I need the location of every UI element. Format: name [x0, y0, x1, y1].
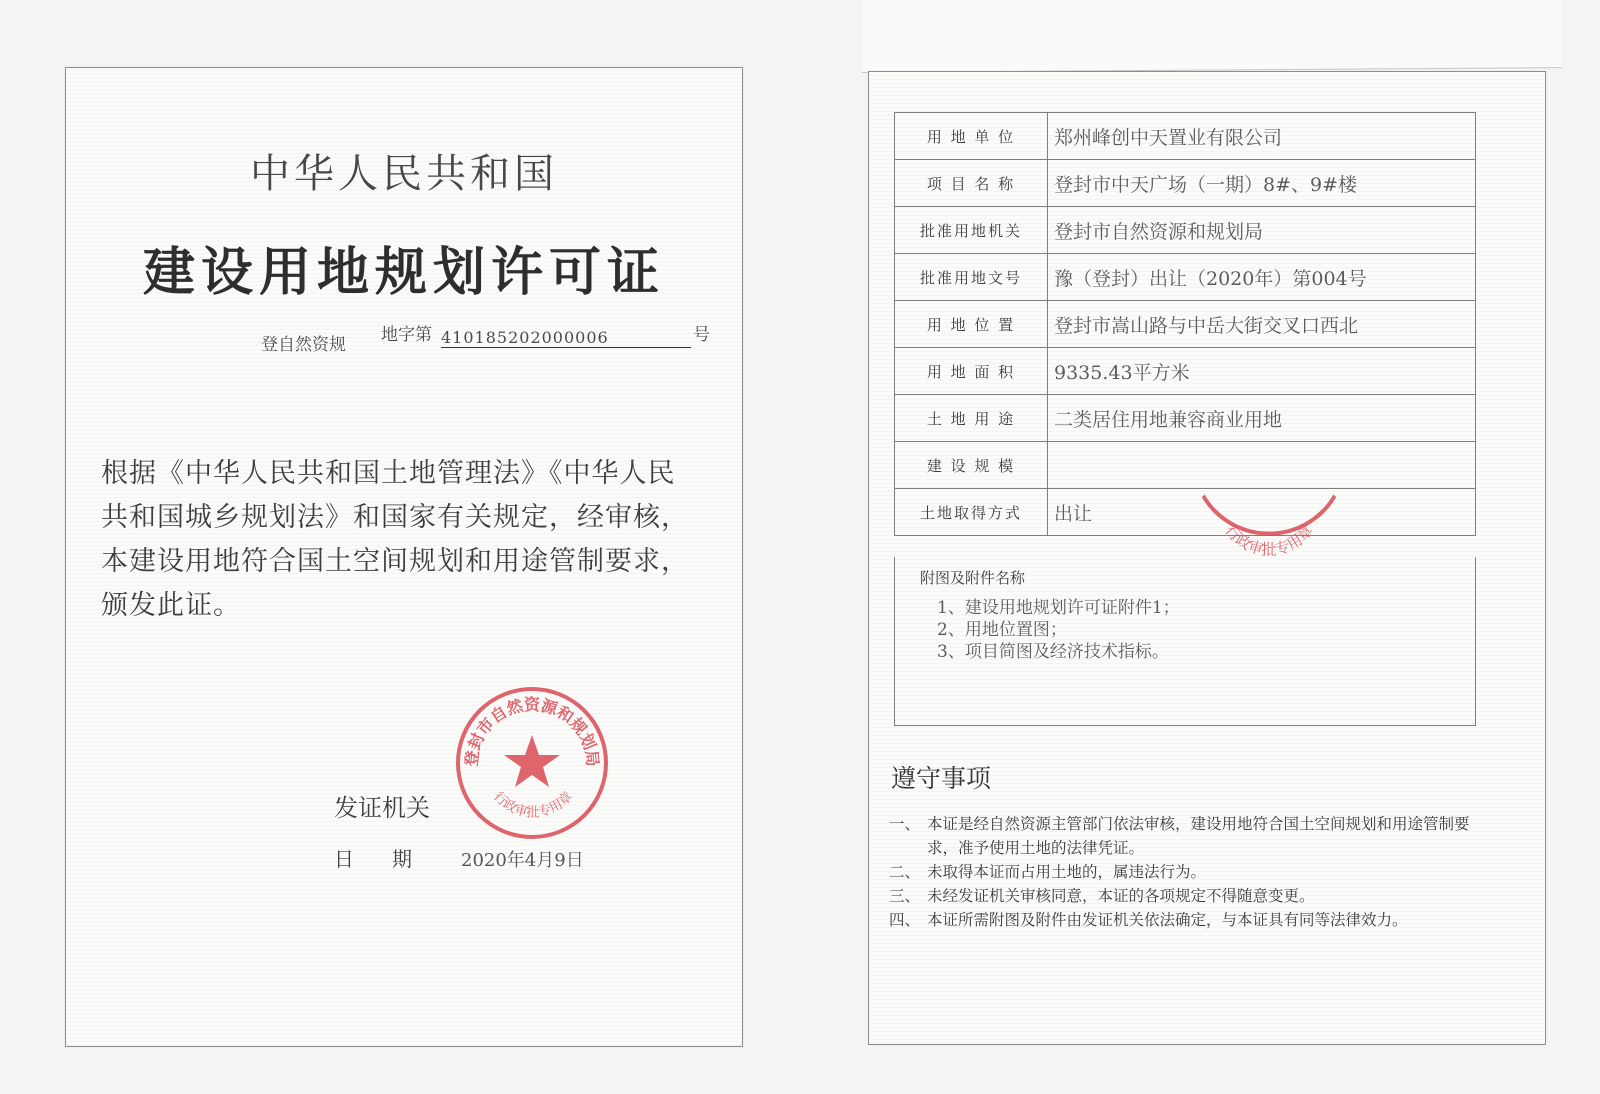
info-row-value: 9335.43平方米: [1048, 348, 1476, 395]
info-row-label: 用 地 位 置: [895, 301, 1048, 348]
info-row: [895, 160, 1476, 207]
partial-seal-icon: [1189, 472, 1349, 582]
info-row: [895, 348, 1476, 395]
seal-bottom-text: 行政审批专用章: [490, 789, 576, 821]
info-row-label: 用 地 面 积: [895, 348, 1048, 395]
rule-item: 二、 未取得本证而占用土地的，属违法行为。: [889, 863, 1207, 881]
info-row: [895, 254, 1476, 301]
certificate-body-text: 根据《中华人民共和国土地管理法》《中华人民共和国城乡规划法》和国家有关规定，经审核，本建设用地符合国土空间规划和用途管制要求，颁发此证。: [101, 458, 689, 621]
seal-top-text: 登封市自然资源和规划局: [461, 695, 603, 768]
info-row-value: 登封市中天广场（一期）8#、9#楼: [1048, 160, 1476, 207]
rule-item: 三、 未经发证机关审核同意，本证的各项规定不得随意变更。: [889, 887, 1315, 905]
info-row-label: 用 地 单 位: [895, 113, 1048, 160]
land-info-table: [894, 112, 1476, 536]
info-row-label: 土 地 用 途: [895, 395, 1048, 442]
info-row-value: 郑州峰创中天置业有限公司: [1048, 113, 1476, 160]
attachments-box: [894, 557, 1476, 726]
attachment-item: 1、建设用地规划许可证附件1；: [937, 598, 1180, 618]
certificate-front-page: [65, 67, 743, 1047]
info-row-value: 二类居住用地兼容商业用地: [1048, 395, 1476, 442]
certificate-number-line: [261, 318, 721, 355]
rules-list: [889, 812, 1479, 932]
official-seal-icon: [452, 683, 612, 843]
issue-date: 2020年4月9日: [461, 850, 584, 871]
seal-text: 行政审批专用章: [1221, 521, 1317, 559]
rule-item: 一、 本证是经自然资源主管部门依法审核，建设用地符合国土空间规划和用途管制要求，准予使用土地的法律凭证。: [889, 815, 1470, 857]
attachments-list: [937, 597, 1180, 663]
info-row-value: 出让: [1048, 489, 1476, 536]
info-row: [895, 113, 1476, 160]
info-row-value: 豫（登封）出让（2020年）第004号: [1048, 254, 1476, 301]
info-row: [895, 442, 1476, 489]
info-row-value: 登封市自然资源和规划局: [1048, 207, 1476, 254]
attachments-title: 附图及附件名称: [920, 569, 1026, 587]
svg-text:行政审批专用章: [490, 789, 576, 821]
certificate-number: 410185202000006: [441, 328, 691, 348]
attachment-item: 2、用地位置图；: [937, 620, 1067, 640]
number-prefix-1: 登自然资规: [261, 335, 346, 355]
info-row-label: 土地取得方式: [895, 489, 1048, 536]
info-row-label: 建 设 规 模: [895, 442, 1048, 489]
background-sheet: [861, 0, 1561, 73]
info-row: [895, 395, 1476, 442]
issuer-label: 发证机关: [334, 794, 430, 822]
certificate-title: 建设用地规划许可证: [142, 243, 665, 303]
number-prefix-2: 地字第: [381, 325, 432, 345]
info-row: [895, 207, 1476, 254]
number-suffix: 号: [693, 325, 710, 345]
attachment-item: 3、项目简图及经济技术指标。: [937, 642, 1169, 662]
info-row: [895, 301, 1476, 348]
info-row-label: 批准用地文号: [895, 254, 1048, 301]
certificate-back-page: [868, 71, 1546, 1045]
info-row-label: 批准用地机关: [895, 207, 1048, 254]
date-label: 日期: [334, 847, 450, 871]
rules-title: 遵守事项: [891, 764, 992, 793]
info-row-value: 登封市嵩山路与中岳大街交叉口西北: [1048, 301, 1476, 348]
country-name: 中华人民共和国: [250, 151, 558, 197]
rule-item: 四、 本证所需附图及附件由发证机关依法确定，与本证具有同等法律效力。: [889, 911, 1408, 929]
svg-text:行政审批专用章: [1221, 522, 1316, 559]
info-row-label: 项 目 名 称: [895, 160, 1048, 207]
info-row: [895, 489, 1476, 536]
